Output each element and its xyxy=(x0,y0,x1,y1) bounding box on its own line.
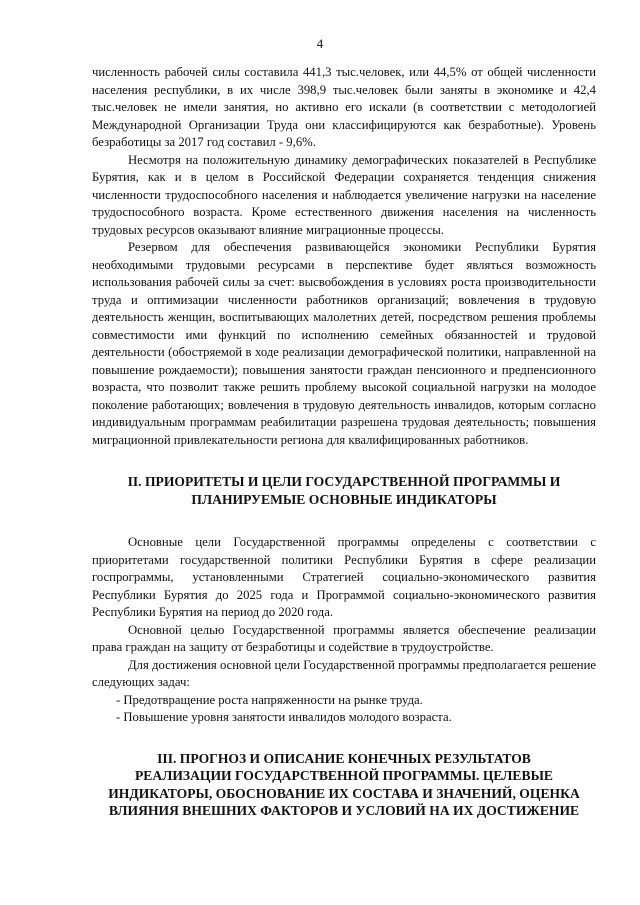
page-content xyxy=(92,64,596,820)
paragraph-demographics: Несмотря на положительную динамику демографических показателей в Республике Бурятия, как и в целом в Российской Федерации сохраняется тенденция снижения численности трудоспособного населения и наблюдается увеличение нагрузки на население трудоспособного возраста. Кроме естественного движения населения на численность трудовых ресурсов оказывают влияние миграционные процессы. xyxy=(92,152,596,237)
section-3-heading-line-1: III. ПРОГНОЗ И ОПИСАНИЕ КОНЕЧНЫХ РЕЗУЛЬТАТОВ xyxy=(157,750,531,766)
paragraph-labor-reserve: Резервом для обеспечения развивающейся экономики Республики Бурятия необходимыми трудовыми ресурсами в перспективе будет являться возможность использования рабочей силы за счет: высвобождения в условиях роста производительности труда и оптимизации численности работников организаций; вовлечения в трудовую деятельность женщин, воспитывающих малолетних детей, посредством решения проблемы совместимости ими функций по исполнению семейных обязанностей и трудовой деятельности (обостряемой в ходе реализации демографической политики, направленной на повышение рождаемости); повышения занятости граждан пенсионного и предпенсионного возраста, что позволит также решить проблему высокой социальной нагрузки на молодое поколение работающих; вовлечения в трудовую деятельность инвалидов, которым согласно индивидуальным программам реабилитации разрешена трудовая деятельность; повышения миграционной привлекательности региона для квалифицированных работников. xyxy=(92,240,596,447)
task-item: - Повышение уровня занятости инвалидов молодого возраста. xyxy=(116,710,452,724)
section-2-heading xyxy=(92,473,596,508)
section-2-heading-line-2: ПЛАНИРУЕМЫЕ ОСНОВНЫЕ ИНДИКАТОРЫ xyxy=(191,491,497,507)
paragraph-tasks-intro: Для достижения основной цели Государственной программы предполагается решение следующих задач: xyxy=(92,657,596,689)
section-3-heading-line-3: ИНДИКАТОРЫ, ОБОСНОВАНИЕ ИХ СОСТАВА И ЗНАЧЕНИЙ, ОЦЕНКА xyxy=(108,785,580,801)
section-3-heading-line-2: РЕАЛИЗАЦИИ ГОСУДАРСТВЕННОЙ ПРОГРАММЫ. ЦЕЛЕВЫЕ xyxy=(135,768,553,783)
section-2-heading-line-1: II. ПРИОРИТЕТЫ И ЦЕЛИ ГОСУДАРСТВЕННОЙ ПРОГРАММЫ И xyxy=(127,474,561,489)
paragraph-main-goal: Основной целью Государственной программы является обеспечение реализации права граждан на защиту от безработицы и содействие в трудоустройстве. xyxy=(92,622,596,654)
section-3-heading-line-4: ВЛИЯНИЯ ВНЕШНИХ ФАКТОРОВ И УСЛОВИЙ НА ИХ ДОСТИЖЕНИЕ xyxy=(108,803,580,818)
page-number: 4 xyxy=(316,36,324,51)
section-3-heading xyxy=(92,750,596,820)
paragraph-program-goals: Основные цели Государственной программы определены с соответствии с приоритетами государственной политики Республики Бурятия в сфере реализации госпрограммы, установленными Стратегией социально-экономического развития Республики Бурятия до 2025 года и Программой социально-экономического развития Республики Бурятия на период до 2020 года. xyxy=(92,535,596,619)
task-item: - Предотвращение роста напряженности на рынке труда. xyxy=(116,692,423,707)
paragraph-labor-force: численность рабочей силы составила 441,3 тыс.человек, или 44,5% от общей численности населения республики, в их числе 398,9 тыс.человек были заняты в экономике и 42,4 тыс.человек не имели занятия, но активно его искали (в соответствии с методологией Международной Организации Труда они классифицируются как безработные). Уровень безработицы за 2017 год составил - 9,6%. xyxy=(92,65,596,149)
